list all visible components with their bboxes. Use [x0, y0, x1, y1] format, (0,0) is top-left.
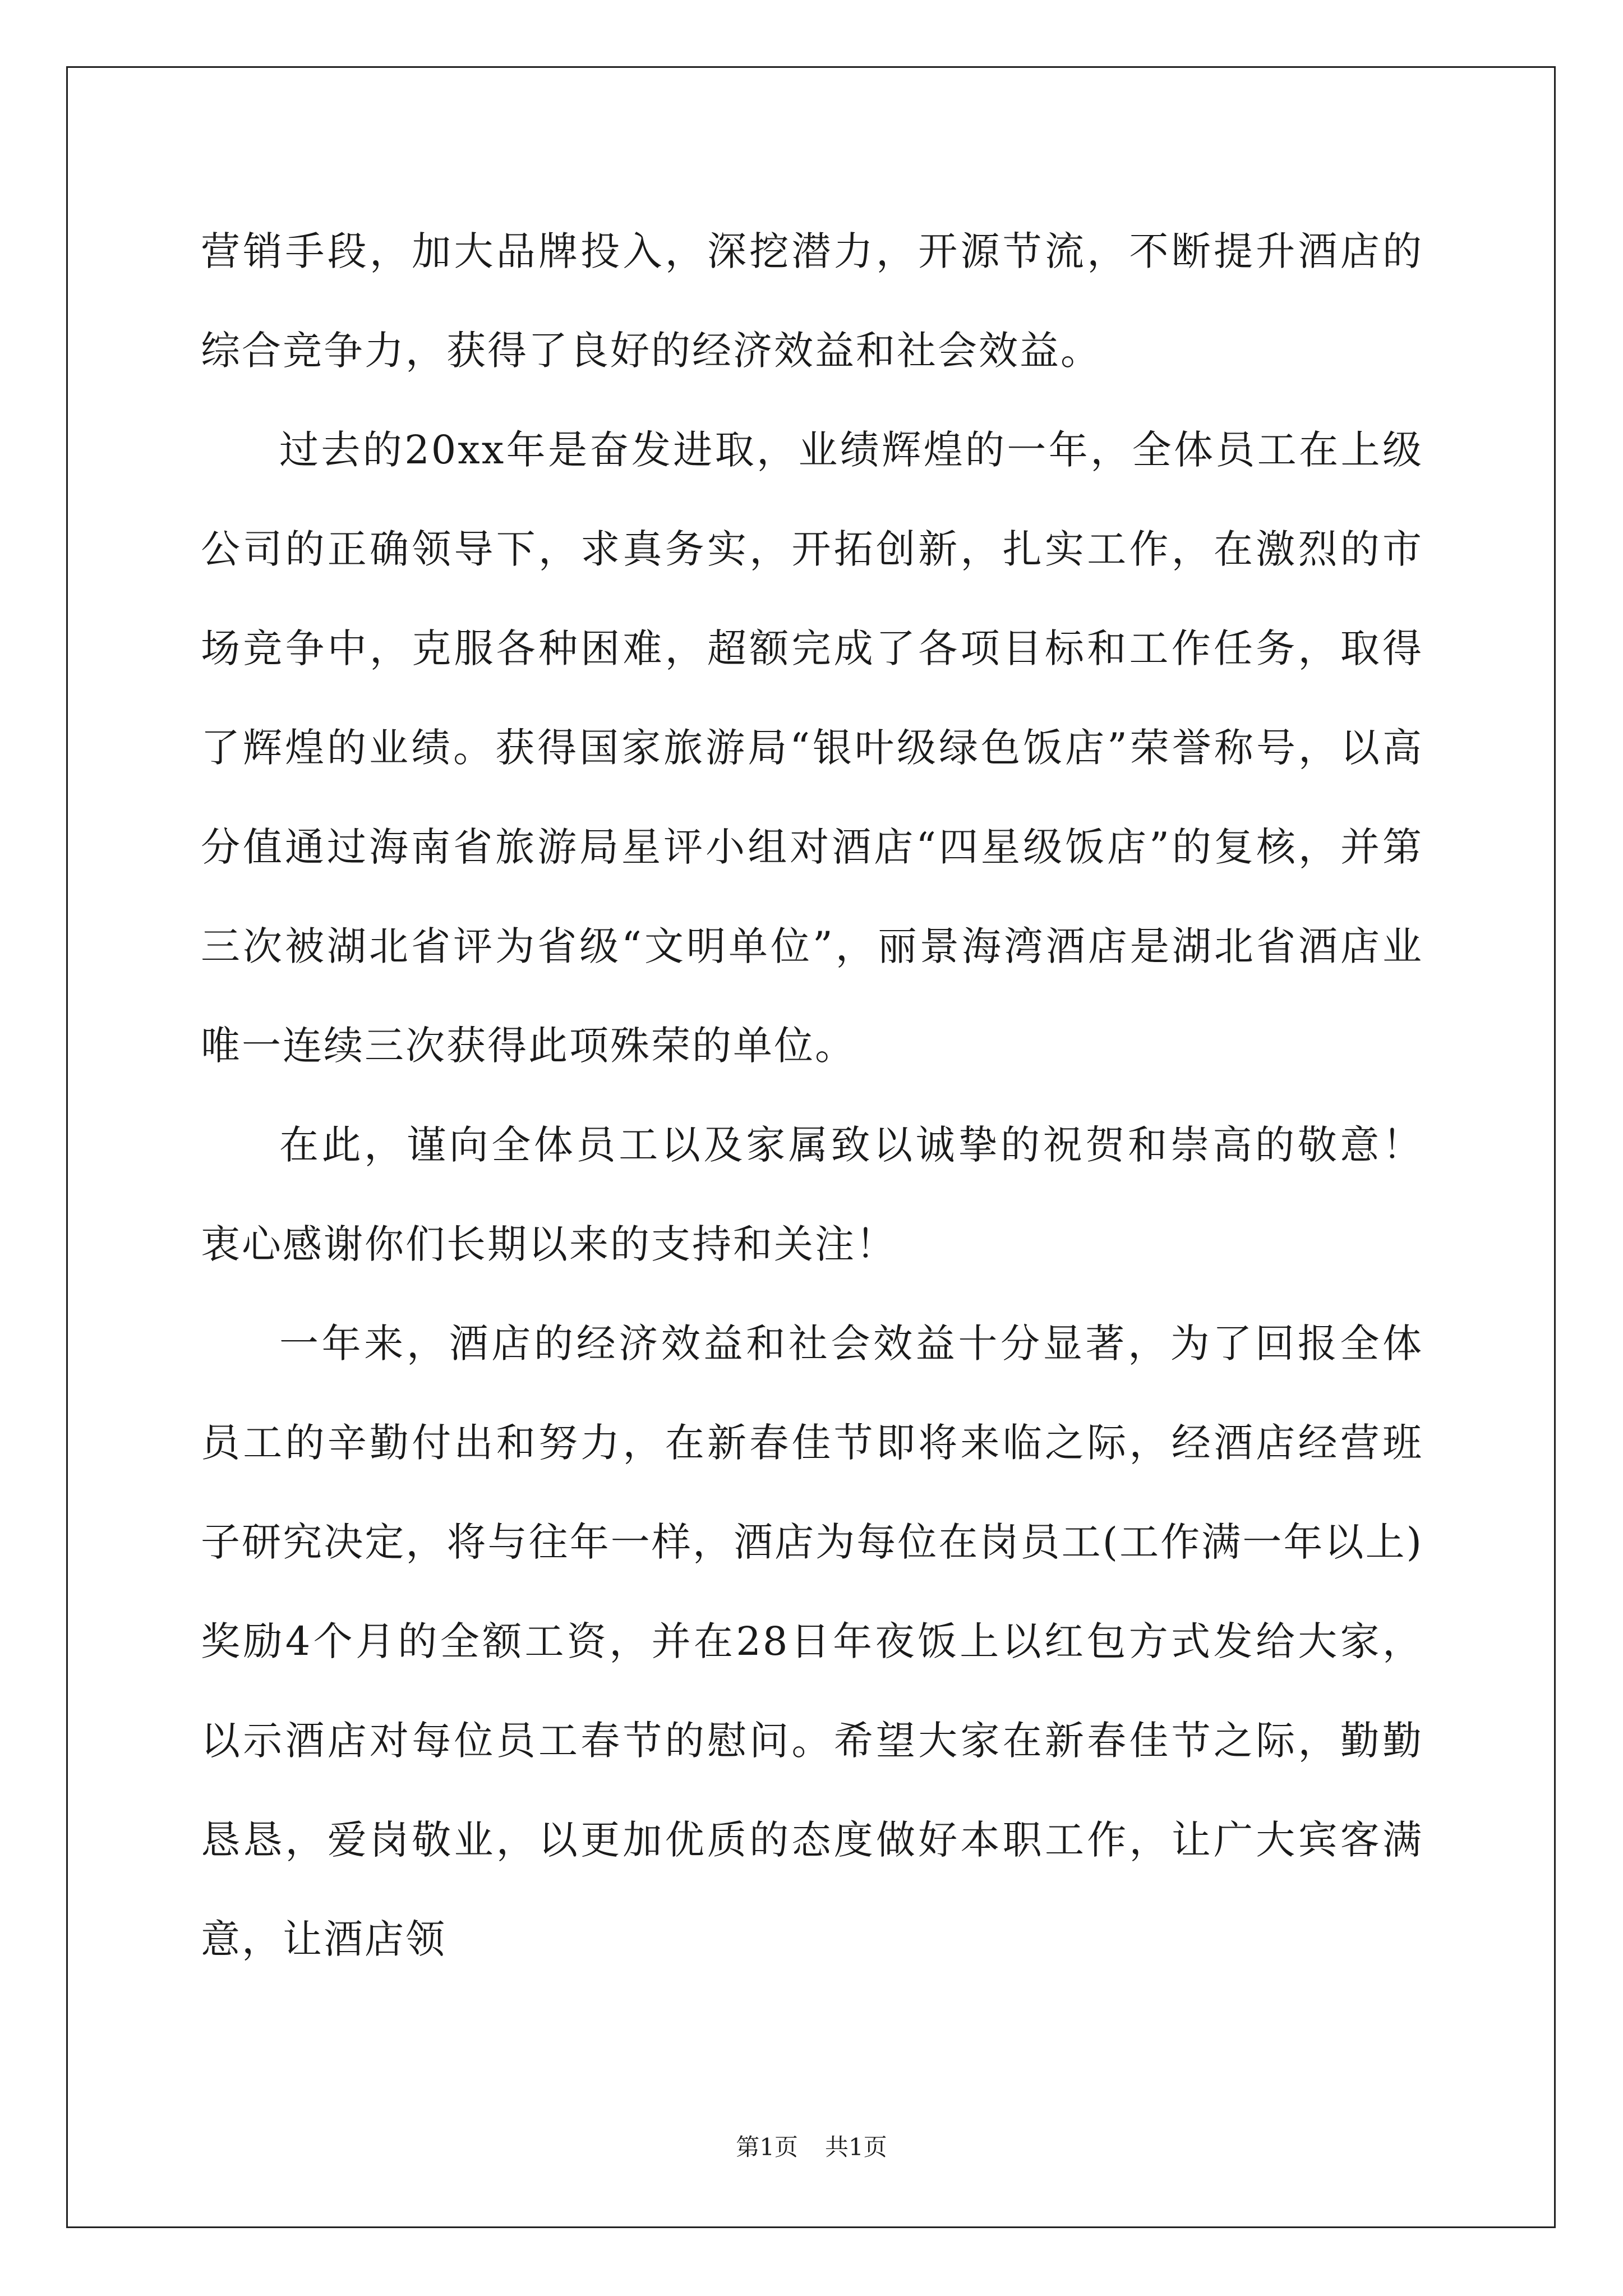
- paragraph-achievements: 过去的20xx年是奋发进取，业绩辉煌的一年，全体员工在上级公司的正确领导下，求真务实，开拓创新，扎实工作，在激烈的市场竞争中，克服各种困难，超额完成了各项目标和工作任务，取得了辉煌的业绩。获得国家旅游局“银叶级绿色饭店”荣誉称号，以高分值通过海南省旅游局星评小组对酒店“四星级饭店”的复核，并第三次被湖北省评为省级“文明单位”，丽景海湾酒店是湖北省酒店业唯一连续三次获得此项殊荣的单位。: [201, 427, 1423, 1069]
- page-total: 共1页: [825, 2133, 887, 2161]
- page-footer: [0, 2131, 1623, 2164]
- paragraph-continuation: 营销手段，加大品牌投入，深挖潜力，开源节流，不断提升酒店的综合竞争力，获得了良好的经济效益和社会效益。: [201, 228, 1423, 374]
- page-number: 第1页: [736, 2133, 798, 2161]
- paragraph-bonus: 一年来，酒店的经济效益和社会效益十分显著，为了回报全体员工的辛勤付出和努力，在新春佳节即将来临之际，经酒店经营班子研究决定，将与往年一样，酒店为每位在岗员工(工作满一年以上)奖励4个月的全额工资，并在28日年夜饭上以红包方式发给大家，以示酒店对每位员工春节的慰问。希望大家在新春佳节之际，勤勤恳恳，爱岗敬业，以更加优质的态度做好本职工作，让广大宾客满意，让酒店领: [201, 1320, 1423, 1962]
- paragraph-thanks: 在此，谨向全体员工以及家属致以诚挚的祝贺和崇高的敬意！衷心感谢你们长期以来的支持和关注！: [201, 1122, 1423, 1267]
- document-body: [201, 202, 1423, 1989]
